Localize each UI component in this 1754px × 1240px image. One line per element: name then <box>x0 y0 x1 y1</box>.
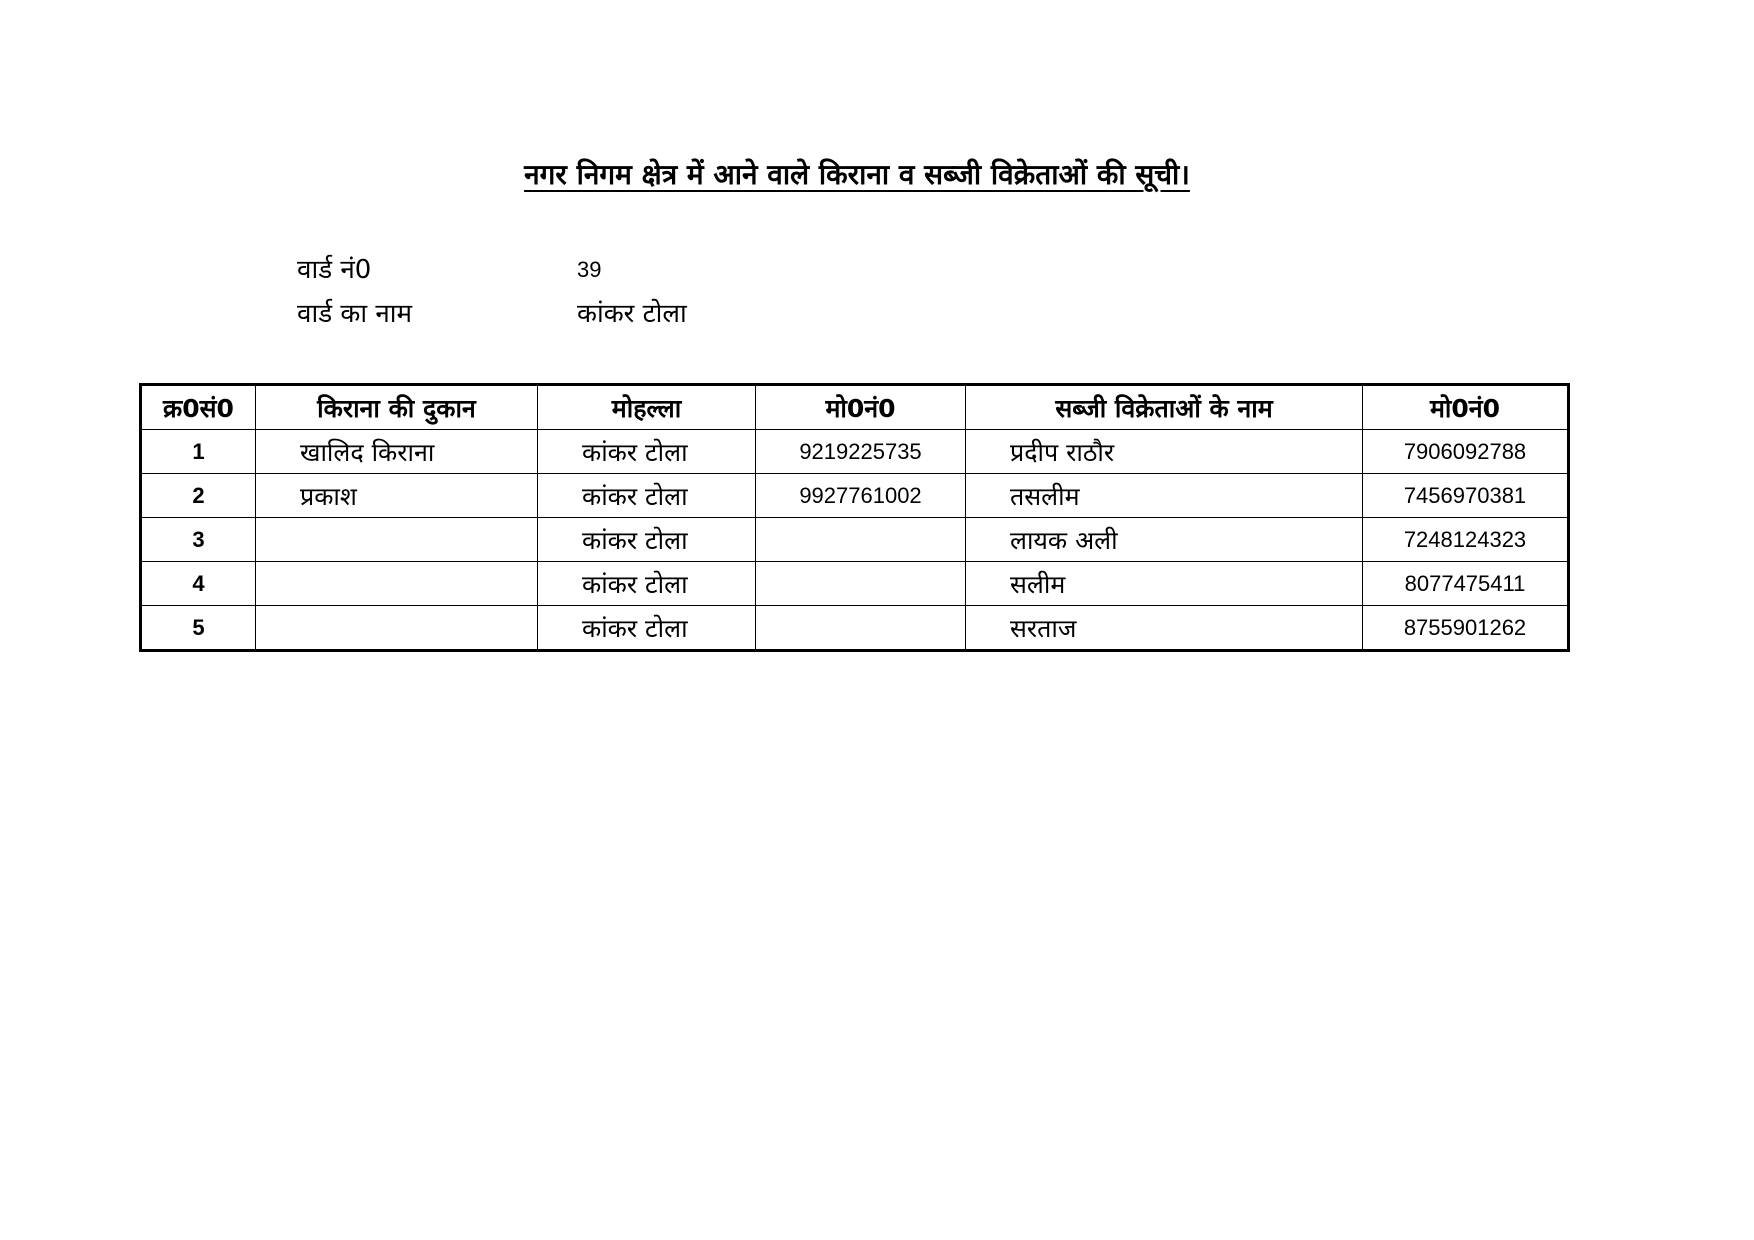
cell-mohalla: कांकर टोला <box>538 474 756 518</box>
header-shop-mobile: मो0नं0 <box>756 385 966 430</box>
cell-vendor-phone: 8077475411 <box>1363 562 1569 606</box>
cell-shop-phone <box>756 606 966 651</box>
cell-serial-no: 2 <box>141 474 256 518</box>
cell-serial-no: 4 <box>141 562 256 606</box>
cell-vendor-phone: 7456970381 <box>1363 474 1569 518</box>
header-mohalla: मोहल्ला <box>538 385 756 430</box>
cell-vendor-phone: 7248124323 <box>1363 518 1569 562</box>
cell-mohalla: कांकर टोला <box>538 518 756 562</box>
cell-shop: प्रकाश <box>256 474 538 518</box>
table-row <box>141 562 1569 606</box>
cell-vendor: तसलीम <box>966 474 1363 518</box>
cell-serial-no: 3 <box>141 518 256 562</box>
cell-shop <box>256 518 538 562</box>
vendor-table <box>139 383 1570 652</box>
table-row <box>141 430 1569 474</box>
cell-serial-no: 1 <box>141 430 256 474</box>
cell-mohalla: कांकर टोला <box>538 562 756 606</box>
cell-vendor: प्रदीप राठौर <box>966 430 1363 474</box>
cell-shop <box>256 606 538 651</box>
page-title-text: नगर निगम क्षेत्र में आने वाले किराना व सब्जी विक्रेताओं की सूची। <box>524 158 1190 191</box>
cell-vendor-phone: 7906092788 <box>1363 430 1569 474</box>
header-vendor-mobile: मो0नं0 <box>1363 385 1569 430</box>
cell-vendor: लायक अली <box>966 518 1363 562</box>
cell-shop-phone <box>756 518 966 562</box>
ward-name-value: कांकर टोला <box>577 299 687 329</box>
cell-mohalla: कांकर टोला <box>538 430 756 474</box>
cell-shop-phone: 9927761002 <box>756 474 966 518</box>
ward-number-value: 39 <box>577 257 602 282</box>
cell-mohalla: कांकर टोला <box>538 606 756 651</box>
page-title <box>0 155 1714 195</box>
cell-vendor: सलीम <box>966 562 1363 606</box>
header-vendor-names: सब्जी विक्रेताओं के नाम <box>966 385 1363 430</box>
table-row <box>141 474 1569 518</box>
cell-shop-phone: 9219225735 <box>756 430 966 474</box>
header-grocery-shop: किराना की दुकान <box>256 385 538 430</box>
ward-number-label: वार्ड नं0 <box>297 255 372 285</box>
cell-shop-phone <box>756 562 966 606</box>
ward-name-label: वार्ड का नाम <box>297 299 413 329</box>
table-row <box>141 518 1569 562</box>
table-row <box>141 606 1569 651</box>
cell-shop <box>256 562 538 606</box>
table-header-row <box>141 385 1569 430</box>
cell-serial-no: 5 <box>141 606 256 651</box>
header-serial-no: क्र0सं0 <box>141 385 256 430</box>
cell-vendor: सरताज <box>966 606 1363 651</box>
cell-shop: खालिद किराना <box>256 430 538 474</box>
cell-vendor-phone: 8755901262 <box>1363 606 1569 651</box>
